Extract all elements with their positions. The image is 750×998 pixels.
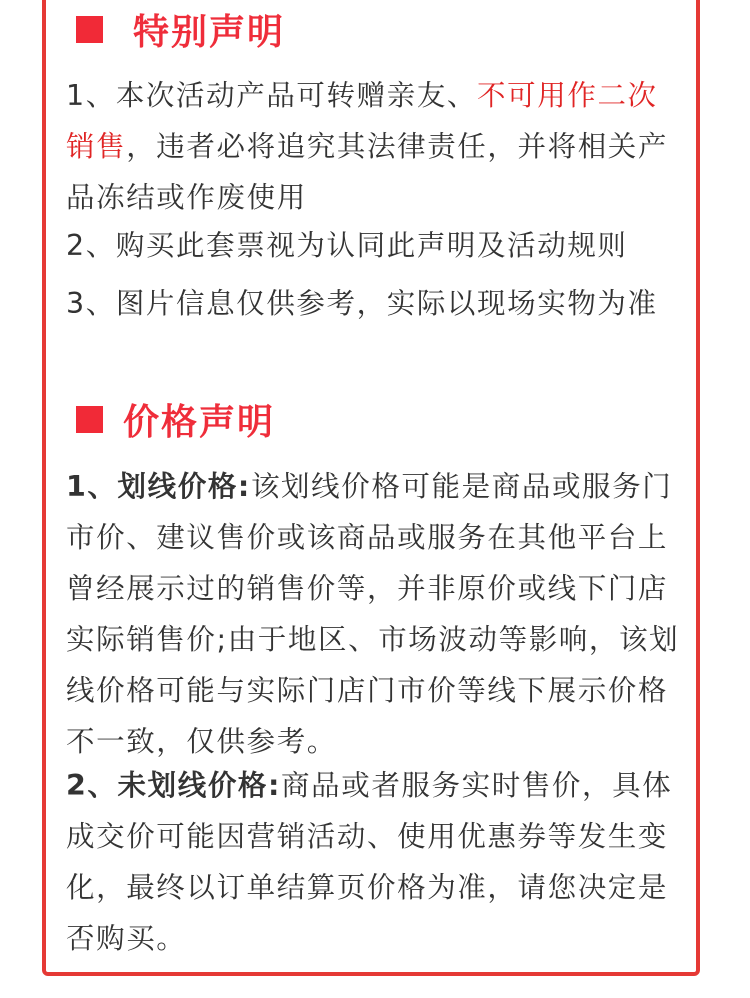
square-bullet-icon [76,16,103,43]
special-statement-item-2: 2、购买此套票视为认同此声明及活动规则 [66,229,628,262]
unstruck-price-text: 商品或者服务实时售价，具体成交价可能因营销活动、使用优惠券等发生变化，最终以订单结算页价格为准，请您决定是否购买。 [66,769,673,955]
price-statement-item-1 [66,461,686,767]
unstruck-price-label: 2、未划线价格: [66,769,282,802]
special-statement-item-1 [66,70,686,223]
price-statement-item-2 [66,760,686,964]
price-statement-title: 价格声明 [123,402,276,443]
item-1-prefix: 1、本次活动产品可转赠亲友、 [66,79,478,112]
special-statement-heading [76,4,285,55]
special-statement-title: 特别声明 [133,12,286,53]
price-statement-heading [76,394,275,445]
strikethrough-price-text: 该划线价格可能是商品或服务门市价、建议售价或该商品或服务在其他平台上曾经展示过的销售价等，并非原价或线下门店实际销售价;由于地区、市场波动等影响，该划线价格可能与实际门店门市价等线下展示价格不一致，仅供参考。 [66,470,680,758]
special-statement-item-3: 3、图片信息仅供参考，实际以现场实物为准 [66,287,658,320]
item-1-highlight: 不可用作二次销售 [66,79,658,163]
strikethrough-price-label: 1、划线价格: [66,470,251,503]
item-1-suffix: ，违者必将追究其法律责任，并将相关产品冻结或作废使用 [66,130,669,214]
square-bullet-icon [76,406,103,433]
